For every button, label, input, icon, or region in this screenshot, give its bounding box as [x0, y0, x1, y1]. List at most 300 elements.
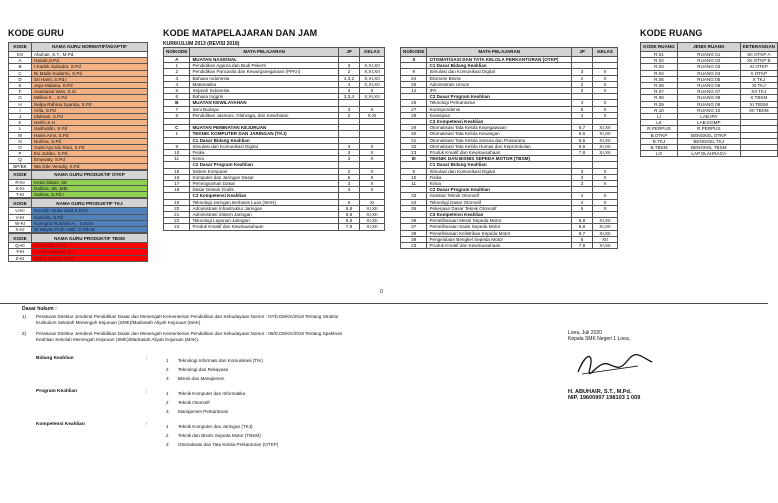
jenis-cell: BENGKEL TBSM	[678, 145, 741, 151]
kode-cell: E	[9, 83, 32, 89]
col-kode-ruang: KODE RUANG	[641, 43, 678, 52]
mapel-table-1	[163, 47, 385, 231]
no-cell: 38	[401, 230, 427, 236]
mp-cell: IPA	[427, 88, 572, 94]
table-row	[401, 243, 618, 249]
nama-cell: Sartina, S.Pd.I	[32, 192, 148, 198]
no-cell: 9	[401, 69, 427, 75]
kelas-cell: XI,XII	[593, 143, 618, 149]
jenis-cell: RUANG 06	[678, 83, 741, 89]
no-cell: 16	[164, 174, 190, 180]
nama-cell: Arila, S.Pd	[32, 107, 148, 113]
kode-cell: H	[9, 101, 32, 107]
jp-cell: 3	[339, 88, 360, 94]
item-text: Otomatisasi dan Tata Kelola Perkantoran (OTKP)	[178, 442, 279, 447]
jp-cell: 6,8	[339, 218, 360, 224]
mp-cell: Produk Kreatif dan Kewirausahaan	[427, 243, 572, 249]
item-number: 1	[166, 391, 169, 396]
jenis-cell: BENGKEL OTKP	[678, 132, 741, 138]
kelas-cell: X,XI,XII	[360, 94, 385, 100]
keahlian-list	[166, 422, 278, 449]
nama-cell: Anastasia Wea, S.Si	[32, 89, 148, 95]
mp-cell: Pemeliharaan Kelistrikan Sepeda Motor	[427, 230, 572, 236]
mp-cell: Pendidikan Jasmani, Olahraga, dan Kesehatan	[190, 112, 339, 118]
kelas-cell: X	[593, 181, 618, 187]
no-cell: 6	[164, 94, 190, 100]
mp-cell: Teknologi Perkantoran	[427, 100, 572, 106]
kode-cell: C	[9, 70, 32, 76]
kode-cell: G	[9, 95, 32, 101]
mp-cell: Ekonomi Bisnis	[427, 75, 572, 81]
kode-cell: R.01	[641, 52, 678, 58]
no-cell: 11	[401, 181, 427, 187]
mp-cell: Bahasa Indonesia	[190, 75, 339, 81]
table-row	[641, 83, 778, 89]
ket-cell	[740, 151, 777, 157]
no-cell: 33	[401, 193, 427, 199]
no-cell: 8	[164, 112, 190, 118]
no-cell: 2	[164, 69, 190, 75]
kelas-cell: X	[593, 69, 618, 75]
jenis-cell: LAB.IPA	[678, 114, 741, 120]
jp-cell: 4,3,2	[339, 75, 360, 81]
jp-cell: 3	[339, 143, 360, 149]
jp-cell: 3	[572, 69, 593, 75]
mp-cell: Kearsipan	[427, 112, 572, 118]
mp-cell: C2 Dasar Program Keahlian	[427, 94, 572, 100]
kelas-cell: X	[360, 150, 385, 156]
keahlian-section	[36, 356, 336, 455]
mp-cell: Administrasi Infrastruktur Jaringan	[190, 205, 339, 211]
jp-cell: 4	[572, 112, 593, 118]
item-number: 1	[166, 424, 169, 429]
mp-cell: Otomatisasi Tata Kelola Kepegawaian	[427, 125, 572, 131]
kelas-cell: X	[360, 88, 385, 94]
kelas-cell: X	[593, 88, 618, 94]
jp-cell: 6	[339, 199, 360, 205]
mp-cell: C2 Dasar Program Keahlian	[427, 187, 572, 193]
ket-cell: XII TKJ	[740, 89, 777, 95]
jenis-cell: LAP.OLAHRAGA	[678, 151, 741, 157]
keahlian-group	[36, 389, 336, 416]
mp-cell: Otomatisasi Tata Kelola Sarana dan Prasarana	[427, 137, 572, 143]
keahlian-group	[36, 422, 336, 449]
col-nama: NAMA GURU PRODUKTIF TKJ	[32, 199, 148, 208]
colon: :	[146, 422, 148, 428]
no-cell: 12	[401, 88, 427, 94]
keahlian-group	[36, 356, 336, 383]
col-kode: KODE	[9, 170, 32, 179]
jp-cell: 6,7	[572, 125, 593, 131]
mp-cell: Fisika	[427, 174, 572, 180]
no-cell: 23	[401, 243, 427, 249]
no-cell: 22	[164, 218, 190, 224]
nama-cell: Ketut Sitiani, SE	[32, 179, 148, 185]
mp-cell: Simulasi dan Komunikasi Digital	[427, 168, 572, 174]
table-row	[401, 137, 618, 143]
nama-cell: Sarifuddin, S.Pd	[32, 126, 148, 132]
mp-cell: Kimia	[190, 156, 339, 162]
item-text: Teknologi Informasi dan Komunikasi (TIK)	[178, 358, 264, 363]
otkp-table	[8, 170, 148, 199]
jenis-cell: R.PERPUS	[678, 126, 741, 132]
kode-cell: S-KI	[9, 186, 32, 192]
kode-cell: R.06	[641, 83, 678, 89]
nama-cell: Dallora, SE.,MM	[32, 186, 148, 192]
kode-cell: LO	[641, 151, 678, 157]
jp-cell: 2	[339, 112, 360, 118]
ket-cell: XI OTKP	[740, 64, 777, 70]
mp-cell: OTOMATISASI DAN TATA KELOLA PERKANTORAN (OTKP)	[427, 57, 572, 63]
nama-cell: Jaya Mulana, S.Pd	[32, 83, 148, 89]
kode-cell: R.07	[641, 89, 678, 95]
item-number: 2	[166, 400, 169, 405]
mp-cell: C1 Dasar Bidang Keahlian	[427, 162, 572, 168]
kelas-cell: XI,XII	[360, 212, 385, 218]
no-cell: B	[164, 100, 190, 106]
item-text: Teknik Otomotif	[178, 400, 210, 405]
mp-cell: MUATAN KEWILAYAHAN	[190, 100, 339, 106]
nama-cell: I Kadek Subadra, S.Pd	[32, 64, 148, 70]
kode-cell: R-KI	[9, 179, 32, 185]
jp-cell: 2	[339, 69, 360, 75]
kode-cell: LI	[641, 114, 678, 120]
kurikulum-label: KURIKULUM 2013 (REVISI 2018)	[163, 41, 240, 47]
colon: :	[146, 356, 148, 362]
table-row	[9, 192, 148, 198]
item-text: Manajemen Perkantoran	[178, 409, 229, 414]
ket-cell: X TBSM	[740, 95, 777, 101]
jp-cell: 8,8	[572, 218, 593, 224]
kode-cell: R.02	[641, 58, 678, 64]
mp-cell: TEKNIK KOMPUTER DAN JARINGAN (TKJ)	[190, 131, 339, 137]
kode-cell: BP/BK	[9, 163, 32, 169]
jenis-cell: LAB.KOMP	[678, 120, 741, 126]
table-row	[641, 64, 778, 70]
kelas-cell: X	[360, 181, 385, 187]
jp-cell: 5	[339, 174, 360, 180]
ket-cell: XII TBSM	[740, 107, 777, 113]
kode-cell: M	[9, 132, 32, 138]
table-row	[9, 255, 148, 261]
table-row	[641, 89, 778, 95]
kode-cell: U-KI	[9, 208, 32, 214]
list-item	[166, 365, 263, 374]
jp-cell: 3	[339, 106, 360, 112]
ruang-table-wrap	[640, 42, 778, 157]
guru-header: KODE GURU	[8, 28, 64, 38]
dasar-list	[22, 314, 362, 343]
kode-cell: Q-KI	[9, 243, 32, 249]
jp-cell: 6,8	[339, 205, 360, 211]
kode-cell: R.04	[641, 70, 678, 76]
nama-cell: Ari EB Anggara, S.T.	[32, 249, 148, 255]
nama-cell: Hanah,S.Pd.	[32, 58, 148, 64]
no-cell: 7	[164, 106, 190, 112]
mapel-table-2-wrap	[400, 47, 618, 249]
jp-cell: 3	[572, 174, 593, 180]
kelas-cell: XI,XII	[593, 150, 618, 156]
tbsm-table	[8, 233, 148, 262]
col-mapel: MATA PELAJARAN	[427, 48, 572, 57]
table-row	[641, 52, 778, 58]
kelas-cell: XI,XII	[360, 218, 385, 224]
item-number: 2	[166, 367, 169, 372]
nama-cell: Abuhair, S.T., M.Pd.	[32, 52, 148, 58]
no-cell: 5	[164, 88, 190, 94]
kode-cell: D	[9, 76, 32, 82]
mp-cell: Komputer dan Jaringan Dasar	[190, 174, 339, 180]
jp-cell: 4	[339, 81, 360, 87]
item-text: Teknik Komputer dan Jaringan (TKJ)	[178, 424, 253, 429]
mp-cell: TEKNIK DAN BISNIS SEPEDA MOTOR (TBSM)	[427, 156, 572, 162]
col-kode: KODE	[9, 43, 32, 52]
dasar-item	[22, 314, 362, 326]
ket-cell: XI TKJ	[740, 83, 777, 89]
keahlian-label: Kompetensi Keahlian	[36, 422, 85, 427]
mp-cell: C1 Dasar Bidang Keahlian	[427, 63, 572, 69]
kode-cell: Z-KI	[9, 255, 32, 261]
kode-cell: W-KI	[9, 220, 32, 226]
no-cell: 28	[401, 112, 427, 118]
col-kelas: KELAS	[360, 48, 385, 57]
nama-cell: Evi Juslan, S.Pd	[32, 151, 148, 157]
mp-cell: Kimia	[427, 181, 572, 187]
no-cell: 3	[164, 75, 190, 81]
zero-mark: 0	[380, 289, 383, 295]
mp-cell: Otomatisasi Tata Kelola Keuangan	[427, 131, 572, 137]
table-row	[641, 58, 778, 64]
mp-cell: C3 Kompetensi Keahlian	[427, 212, 572, 218]
jenis-cell: RUANG 07	[678, 89, 741, 95]
no-cell: 30	[401, 131, 427, 137]
kode-cell: N	[9, 138, 32, 144]
jp-cell: 8,8	[572, 224, 593, 230]
jenis-cell: RUANG 10	[678, 107, 741, 113]
mp-cell: MUATAN NASIONAL	[190, 57, 339, 63]
keahlian-list	[166, 356, 263, 383]
table-row	[401, 143, 618, 149]
no-cell: 10	[164, 150, 190, 156]
jp-cell: 7,8	[572, 150, 593, 156]
no-cell: 34	[401, 199, 427, 205]
mp-cell: Produk Kreatif dan Kewirausahaan	[190, 224, 339, 230]
kelas-cell: X	[593, 205, 618, 211]
nama-cell: Suhendar, S.Pd	[32, 243, 148, 249]
dasar-title: Dasar hukum :	[22, 306, 57, 312]
no-cell: 23	[401, 150, 427, 156]
mp-cell: Dasar Desain Grafis	[190, 187, 339, 193]
jenis-cell: RUANG 02	[678, 58, 741, 64]
list-item	[166, 374, 263, 383]
kelas-cell: XI,XII	[593, 243, 618, 249]
jp-cell: 4	[572, 193, 593, 199]
kode-cell: R.PERPUS	[641, 126, 678, 132]
mp-cell: Teknologi Dasar Otomotif	[427, 199, 572, 205]
mp-cell: Pemeliharaan Sasis Sepeda Motor	[427, 224, 572, 230]
nama-cell: Hanis Amir, S.Pd	[32, 132, 148, 138]
kelas-cell: XI,XII	[593, 224, 618, 230]
mp-cell: Teknologi Jaringan Berbasis Luas (WAN)	[190, 199, 339, 205]
no-cell: 35	[401, 205, 427, 211]
no-cell: 19	[164, 199, 190, 205]
item-number: 1	[166, 358, 169, 363]
col-nama: NAMA GURU PRODUKTIF TBSM	[32, 234, 148, 243]
kode-cell: K	[9, 120, 32, 126]
kelas-cell: XI,XII	[360, 224, 385, 230]
jenis-cell: RUANG 05	[678, 76, 741, 82]
mp-cell: Matematika	[190, 81, 339, 87]
mp-cell: Administrasi Sistem Jaringan	[190, 212, 339, 218]
mp-cell: Otomatisasi Tata Kelola Humas dan Keprotokolan	[427, 143, 572, 149]
no-cell: 17	[164, 181, 190, 187]
mp-cell: Gambar Teknik Otomotif	[427, 193, 572, 199]
col-kelas: KELAS	[593, 48, 618, 57]
jp-cell: 6,6	[572, 143, 593, 149]
kelas-cell: X	[360, 168, 385, 174]
jp-cell: 3	[339, 150, 360, 156]
nama-cell: Idulman, S.Pd	[32, 114, 148, 120]
jp-cell: 4	[572, 100, 593, 106]
jenis-cell: RUANG 04	[678, 70, 741, 76]
mp-cell: C1 Dasar Bidang Keahlian	[190, 137, 339, 143]
mp-cell: Korespondensi	[427, 106, 572, 112]
kelas-cell: X,XI,XII	[360, 69, 385, 75]
signature-block	[568, 330, 748, 401]
list-item	[166, 422, 278, 431]
kelas-cell: X,XI,XII	[360, 81, 385, 87]
jenis-cell: RUANG 03	[678, 64, 741, 70]
mp-cell: C3 Kompetensi Keahlian	[190, 193, 339, 199]
table-row	[641, 101, 778, 107]
kelas-cell: X	[360, 143, 385, 149]
col-kode: KODE	[9, 199, 32, 208]
kode-cell: V-KI	[9, 214, 32, 220]
jp-cell: 5	[572, 205, 593, 211]
table-row	[9, 227, 148, 233]
table-row	[401, 230, 618, 236]
mp-cell: Teknologi Layanan Jaringan	[190, 218, 339, 224]
mp-cell: Seni Budaya	[190, 106, 339, 112]
no-cell: 9	[164, 143, 190, 149]
kode-cell: B.TKJ	[641, 138, 678, 144]
kode-cell: L	[9, 126, 32, 132]
no-cell: 20	[164, 205, 190, 211]
no-cell: 9	[401, 168, 427, 174]
kode-cell: P	[9, 151, 32, 157]
no-cell: II	[401, 57, 427, 63]
kode-cell: X-KI	[9, 227, 32, 233]
kelas-cell: X	[593, 81, 618, 87]
col-jp: JP	[339, 48, 360, 57]
kelas-cell: XII	[593, 236, 618, 242]
kode-cell: B	[9, 64, 32, 70]
jp-cell: 6,8	[339, 212, 360, 218]
ket-cell: XI TBSM	[740, 101, 777, 107]
ket-cell: X TKJ	[740, 76, 777, 82]
kelas-cell: X	[593, 75, 618, 81]
no-cell: 24	[401, 75, 427, 81]
nama-cell: M.Kahir Atuku Said,S.Kom	[32, 208, 148, 214]
nama-cell: Ni Wayan Putri Astiti, S.Tek.M	[32, 227, 148, 233]
jp-cell: 3	[339, 63, 360, 69]
no-cell: 1	[164, 63, 190, 69]
kelas-cell: X	[593, 106, 618, 112]
nama-cell: Kuringrat Rusmini A. , S.Kom	[32, 220, 148, 226]
divider	[0, 303, 768, 304]
kelas-cell: X	[593, 199, 618, 205]
col-jenis-ruang: JENIS RUANG	[678, 43, 741, 52]
tkj-table	[8, 198, 148, 233]
item-text: Bisnis dan Manajemen	[178, 376, 225, 381]
kode-cell: J	[9, 114, 32, 120]
list-item	[166, 440, 278, 449]
kode-cell: O	[9, 145, 32, 151]
kelas-cell: XI,XII	[360, 205, 385, 211]
kelas-cell: X,XI,XII	[360, 63, 385, 69]
jp-cell: 5	[572, 106, 593, 112]
col-kode: KODE	[9, 234, 32, 243]
position: Kepala SMK Negeri 1 Loea,	[568, 336, 630, 342]
no-cell: 37	[401, 224, 427, 230]
col-jp: JP	[572, 48, 593, 57]
nama-cell: Nelpa Rahma Syamta, S.Pd	[32, 101, 148, 107]
list-item	[166, 389, 245, 398]
no-cell: 11	[164, 156, 190, 162]
dasar-item	[22, 331, 362, 343]
jp-cell: 2	[339, 168, 360, 174]
jp-cell: 6,6	[572, 137, 593, 143]
jp-cell: 2	[572, 81, 593, 87]
no-cell: 39	[401, 236, 427, 242]
signature-mark	[568, 346, 658, 380]
mp-cell: Produk Kreatif dan Kewirausahaan	[427, 150, 572, 156]
col-mapel: MATA PELAJARAN	[190, 48, 339, 57]
mp-cell: C2 Dasar Program Keahlian	[190, 162, 339, 168]
no-cell: A	[164, 57, 190, 63]
nama-cell: Ratna Anjaya, S.Pd	[32, 255, 148, 261]
nama-cell: Wa Ode Veradiy, S.Pd	[32, 163, 148, 169]
kelas-cell: X	[360, 106, 385, 112]
no-cell: 32	[401, 143, 427, 149]
kelas-cell: X	[593, 193, 618, 199]
kode-cell: R.03	[641, 64, 678, 70]
mapel-table-2	[400, 47, 618, 249]
mp-cell: Pekerjaan Dasar Teknik Otomotif	[427, 205, 572, 211]
jp-cell: 3	[572, 168, 593, 174]
kelas-cell: X	[360, 156, 385, 162]
dasar-num: 2)	[22, 331, 27, 336]
dasar-text: Peraturan Direktur Jenderal Pendidikan Dasar dan Menengah Kementerian Pendidikan dan Kebudayaan Nomor : 07/D.D5/KK/2018 Tentang Struktur Kurikulum Sekolah Menengah Kejuruan (SMK)/Madrasah Aliyah Kejuruan (MAK)	[36, 314, 339, 325]
kelas-cell: X,XI	[360, 112, 385, 118]
no-cell: 25	[401, 81, 427, 87]
nama-cell: Emywaty, S.Pd	[32, 157, 148, 163]
ket-cell: XII OTKP B	[740, 58, 777, 64]
list-item	[166, 356, 263, 365]
nama-cell: Nurlina, S.Pd	[32, 138, 148, 144]
nama-cell: Herlin,S.H	[32, 120, 148, 126]
guru-normatif-table	[8, 42, 148, 170]
ket-cell: X OTKP	[740, 70, 777, 76]
mp-cell: Pengelolaan Bengkel Sepeda Motor	[427, 236, 572, 242]
jp-cell: 3	[339, 156, 360, 162]
list-item	[166, 398, 245, 407]
kode-cell: I	[9, 107, 32, 113]
no-cell: 23	[164, 224, 190, 230]
kode-cell: Y-KI	[9, 249, 32, 255]
no-cell: 31	[401, 137, 427, 143]
jp-cell: 3	[339, 181, 360, 187]
